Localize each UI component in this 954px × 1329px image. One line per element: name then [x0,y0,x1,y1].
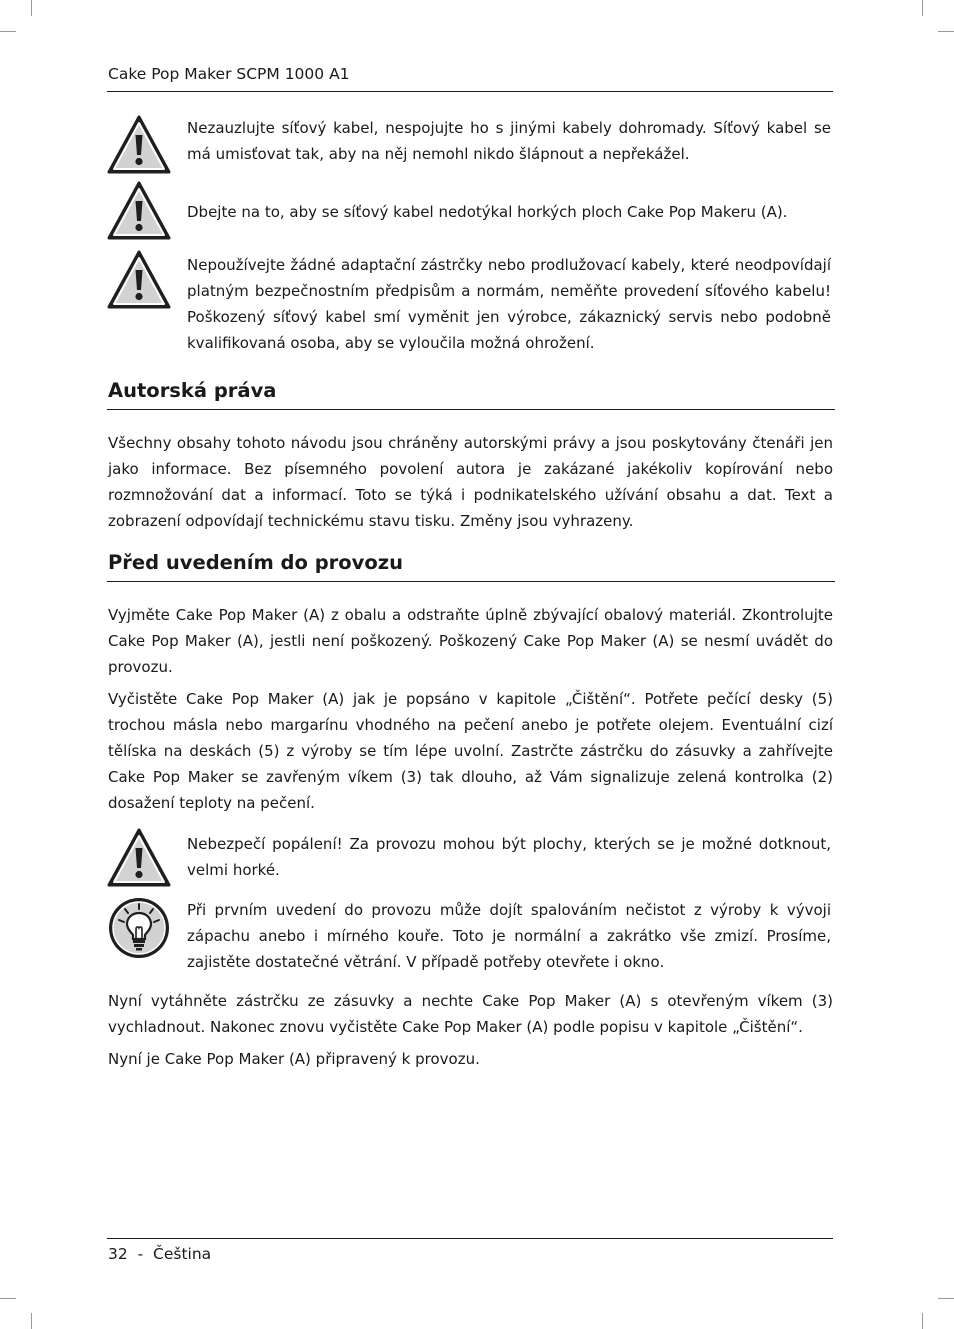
copyright-paragraph: Všechny obsahy tohoto návodu jsou chráněny autorskými právy a jsou poskytovány čtenáři jen jako informace. Bez písemného povolení autora je zakázané jakékoliv kopírování nebo rozmnožování dat a informací. Toto se týká i podnikatelského užívání obsahu a dat. Text a zobrazení odpovídají technickému stavu tisku. Změny jsou vyhrazeny. [108,434,833,530]
safety-notice-text: Nepoužívejte žádné adaptační zástrčky nebo prodlužovací kabely, které neodpovídají platným bezpečnostním předpisům a normám, neměňte provedení síťového kabelu! Poškozený síťový kabel smí vyměnit jen výrobce, zákaznický servis nebo podobně kvalifikovaná osoba, aby se vyloučila možná ohrožení. [187,256,831,352]
lightbulb-icon [107,896,171,960]
warning-triangle-icon [107,828,171,888]
section-heading-before-use: Před uvedením do provozu [108,551,404,574]
footer-rule [107,1238,833,1239]
section-rule [107,581,835,582]
before-use-paragraph: Vyčistěte Cake Pop Maker (A) jak je popsáno v kapitole „Čištění“. Potřete pečící desky (5) trochou másla nebo margarínu vhodného na pečení anebo je potřete olejem. Eventuální cizí tělíska na deskách (5) z výroby se tím lépe uvolní. Zastrčte zástrčku do zásuvky a zahřívejte Cake Pop Maker se zavřeným víkem (3) tak dlouho, až Vám signalizuje zelená kontrolka (2) dosažení teploty na pečení. [108,690,833,812]
crop-mark [0,1298,16,1299]
safety-notice-text: Nezauzlujte síťový kabel, nespojujte ho s jinými kabely dohromady. Síťový kabel se má umisťovat tak, aby na něj nemohl nikdo šlápnout a nepřekážel. [187,119,831,163]
tip-text: Při prvním uvedení do provozu může dojít spalováním nečistot z výroby k vývoji zápachu anebo i mírného kouře. Toto je normální a zakrátko vše zmizí. Prosíme, zajistěte dostatečné větrání. V případě potřeby otevřete i okno. [187,901,831,971]
section-heading-copyright: Autorská práva [108,379,277,402]
before-use-paragraph: Nyní vytáhněte zástrčku ze zásuvky a nechte Cake Pop Maker (A) s otevřeným víkem (3) vychladnout. Nakonec znovu vyčistěte Cake Pop Maker (A) podle popisu v kapitole „Čištění“. [108,992,833,1036]
warning-triangle-icon [107,181,171,241]
crop-mark [31,1313,32,1329]
warning-triangle-icon [107,250,171,310]
crop-mark [938,1298,954,1299]
warning-triangle-icon [107,115,171,175]
crop-mark [31,0,32,16]
page-footer: 32 - Čeština [108,1245,212,1263]
safety-notice-text: Dbejte na to, aby se síťový kabel nedotýkal horkých ploch Cake Pop Makeru (A). [187,203,788,221]
before-use-paragraph: Nyní je Cake Pop Maker (A) připravený k provozu. [108,1050,480,1068]
before-use-paragraph: Vyjměte Cake Pop Maker (A) z obalu a odstraňte úplně zbývající obalový materiál. Zkontrolujte Cake Pop Maker (A), jestli není poškozený. Poškozený Cake Pop Maker (A) se nesmí uvádět do provozu. [108,606,833,676]
header-title: Cake Pop Maker SCPM 1000 A1 [108,65,350,83]
crop-mark [938,31,954,32]
header-rule [107,91,833,92]
crop-mark [922,0,923,16]
crop-mark [0,31,16,32]
burn-warning-text: Nebezpečí popálení! Za provozu mohou být plochy, kterých se je možné dotknout, velmi horké. [187,835,831,879]
section-rule [107,409,835,410]
crop-mark [922,1313,923,1329]
